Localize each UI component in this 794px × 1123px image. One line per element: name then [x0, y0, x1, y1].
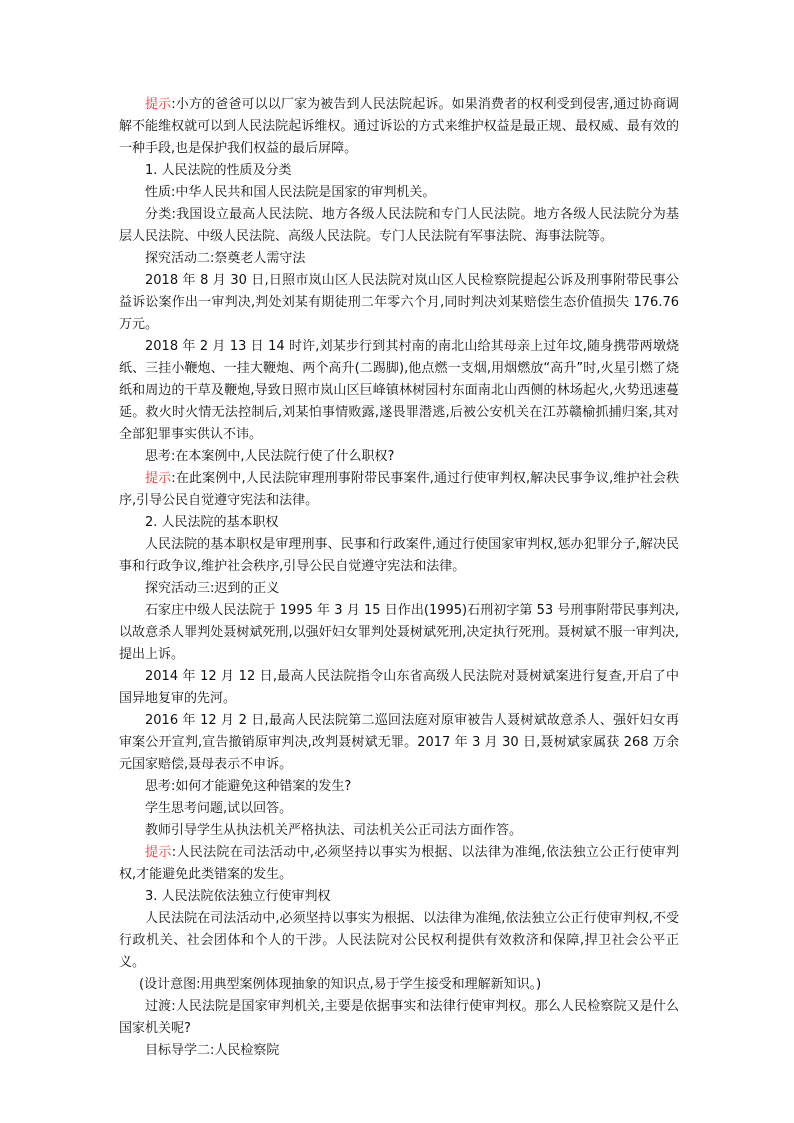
paragraph: 2018 年 2 月 13 日 14 时许,刘某步行到其村南的南北山给其母亲上过年坟,随身携带两墩烧纸、三挂小鞭炮、一挂大鞭炮、两个高升(二踢脚),他点燃一支烟,用烟燃放“高升”时,火星引燃了烧纸和周边的干草及鞭炮,导致日照市岚山区巨峰镇林树园村东面南北山西侧的林场起火,火势迅速蔓延。救火时火情无法控制后,刘某怕事情败露,遂畏罪潜逃,后被公安机关在江苏赣榆抓捕归案,其对全部犯罪事实供认不讳。	[119, 339, 679, 442]
paragraph: 性质:中华人民共和国人民法院是国家的审判机关。	[145, 185, 436, 200]
paragraph: 2014 年 12 月 12 日,最高人民法院指令山东省高级人民法院对聂树斌案进行复查,开启了中国异地复审的先河。	[119, 669, 679, 706]
paragraph: 2018 年 8 月 30 日,日照市岚山区人民法院对岚山区人民检察院提起公诉及刑事附带民事公益诉讼案作出一审判决,判处刘某有期徒刑二年零六个月,同时判决刘某赔偿生态价值损失 176.76 万元。	[119, 273, 679, 332]
paragraph: 人民法院的基本职权是审理刑事、民事和行政案件,通过行使国家审判权,惩办犯罪分子,解决民事和行政争议,维护社会秩序,引导公民自觉遵守宪法和法律。	[119, 537, 679, 574]
section-heading: 1. 人民法院的性质及分类	[145, 163, 292, 178]
paragraph-text: :在此案例中,人民法院审理刑事附带民事案件,通过行使审判权,解决民事争议,维护社会秩序,引导公民自觉遵守宪法和法律。	[119, 471, 679, 508]
paragraph: 人民法院在司法活动中,必须坚持以事实为根据、以法律为准绳,依法独立公正行使审判权,不受行政机关、社会团体和个人的干涉。人民法院对公民权利提供有效救济和保障,捍卫社会公平正义。	[119, 911, 679, 970]
paragraph: 学生思考问题,试以回答。	[145, 801, 293, 816]
paragraph-hint	[119, 94, 679, 160]
document-page	[119, 94, 679, 1062]
paragraph-text: :人民法院在司法活动中,必须坚持以事实为根据、以法律为准绳,依法独立公正行使审判权,才能避免此类错案的发生。	[119, 845, 679, 882]
paragraph: 分类:我国设立最高人民法院、地方各级人民法院和专门人民法院。地方各级人民法院分为基层人民法院、中级人民法院、高级人民法院。专门人民法院有军事法院、海事法院等。	[119, 207, 679, 244]
paragraph: 教师引导学生从执法机关严格执法、司法机关公正司法方面作答。	[145, 823, 523, 838]
design-intent-note: (设计意图:用典型案例体现抽象的知识点,易于学生接受和理解新知识。)	[139, 977, 542, 992]
hint-label: 提示	[145, 845, 172, 860]
section-heading: 3. 人民法院依法独立行使审判权	[145, 889, 331, 904]
transition-paragraph: 过渡:人民法院是国家审判机关,主要是依据事实和法律行使审判权。那么人民检察院又是什么国家机关呢?	[119, 999, 679, 1036]
goal-heading: 目标导学二:人民检察院	[145, 1043, 280, 1058]
activity-heading: 探究活动三:迟到的正义	[145, 581, 280, 596]
activity-heading: 探究活动二:祭奠老人需守法	[145, 251, 306, 266]
question: 思考:如何才能避免这种错案的发生?	[145, 779, 352, 794]
paragraph: 2016 年 12 月 2 日,最高人民法院第二巡回法庭对原审被告人聂树斌故意杀人、强奸妇女再审案公开宣判,宣告撤销原审判决,改判聂树斌无罪。2017 年 3 月 30 日,聂树斌家属获 268 万余元国家赔偿,聂母表示不申诉。	[119, 713, 679, 772]
paragraph: 石家庄中级人民法院于 1995 年 3 月 15 日作出(1995)石刑初字第 53 号刑事附带民事判决,以故意杀人罪判处聂树斌死刑,以强奸妇女罪判处聂树斌死刑,决定执行死刑。聂树斌不服一审判决,提出上诉。	[119, 603, 679, 662]
hint-label: 提示	[145, 471, 172, 486]
paragraph-hint	[119, 842, 679, 886]
paragraph-text: :小方的爸爸可以以厂家为被告到人民法院起诉。如果消费者的权利受到侵害,通过协商调解不能维权就可以到人民法院起诉维权。通过诉讼的方式来维护权益是最正规、最权威、最有效的一种手段,也是保护我们权益的最后屏障。	[119, 97, 679, 156]
paragraph-hint	[119, 468, 679, 512]
question: 思考:在本案例中,人民法院行使了什么职权?	[145, 449, 395, 464]
hint-label: 提示	[145, 97, 172, 112]
section-heading: 2. 人民法院的基本职权	[145, 515, 279, 530]
